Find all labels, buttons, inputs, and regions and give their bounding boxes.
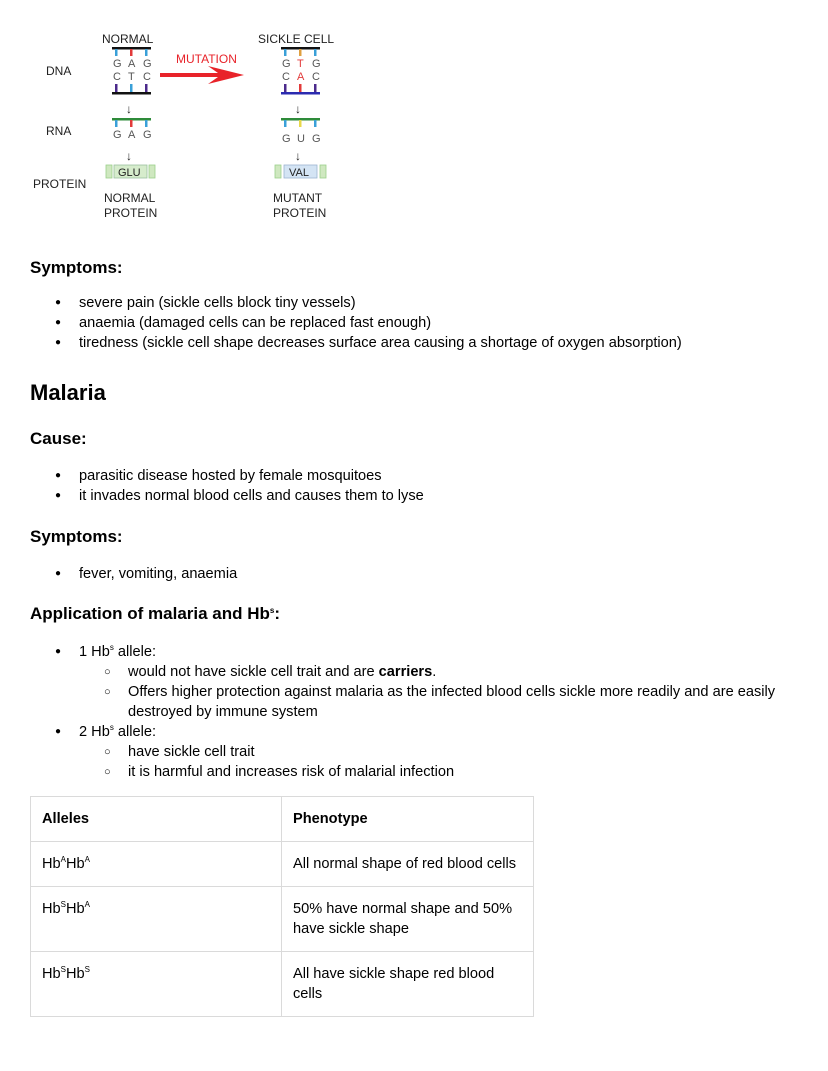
normal-rna-base-2: A (128, 129, 137, 141)
sickle-symptoms-list (0, 293, 682, 353)
sub-list-item: ○ Offers higher protection against malaria as the infected blood cells sickle more readily and are easily destroyed by immune system (0, 682, 808, 722)
symptoms-heading: Symptoms: (30, 258, 123, 277)
normal-dna-top-strand (112, 47, 151, 56)
normal-dna-bottom-base-3: C (143, 71, 152, 83)
sickle-dna-top-base-3: G (312, 58, 322, 70)
sickle-amino-acid: VAL (289, 167, 309, 179)
sickle-cell-mutation-diagram (0, 0, 380, 230)
normal-caption-line-2: PROTEIN (104, 206, 158, 220)
allele-cell: $Hb^SHb^S$ (31, 952, 282, 1017)
list-item-2-allele: ● 2 Hb$^s$ allele: ○ have sickle cell trait ○ it is harmful and increases risk of malarial infection (0, 722, 808, 782)
cause-heading: Cause: (30, 429, 87, 448)
header-alleles: Alleles (31, 797, 282, 842)
list-item: ● anaemia (damaged cells can be replaced fast enough) (0, 313, 682, 333)
allele-cell: $Hb^AHb^A$ (31, 842, 282, 887)
malaria-symptoms-list (0, 564, 237, 584)
list-item: ● fever, vomiting, anaemia (0, 564, 237, 584)
row-label-rna: RNA (46, 124, 72, 138)
sickle-title: SICKLE CELL (258, 32, 335, 46)
sickle-dna-bottom-base-1: C (282, 71, 291, 83)
header-phenotype: Phenotype (282, 797, 534, 842)
normal-dna-top-base-1: G (113, 58, 123, 70)
arrow-right-icon (160, 66, 244, 84)
sickle-dna-top-strand (281, 47, 320, 56)
down-arrow-icon: ↓ (295, 102, 301, 116)
application-list (0, 642, 808, 782)
sickle-rna-base-2: U (297, 133, 306, 145)
alleles-phenotype-table (30, 796, 534, 1017)
cause-list (0, 466, 424, 506)
malaria-symptoms-heading: Symptoms: (30, 527, 123, 546)
normal-rna-base-1: G (113, 129, 123, 141)
sickle-caption-line-1: MUTANT (273, 191, 323, 205)
sub-list-item: ○ would not have sickle cell trait and are carriers. (0, 662, 808, 682)
allele-cell: $Hb^SHb^A$ (31, 887, 282, 952)
normal-column (102, 32, 157, 220)
normal-dna-top-base-3: G (143, 58, 153, 70)
mutation-label: MUTATION (176, 52, 237, 66)
sub-list (79, 662, 808, 722)
sickle-dna-top-base-2: T (297, 58, 305, 70)
phenotype-cell: All have sickle shape red blood cells (282, 952, 534, 1017)
sickle-dna-bottom-base-2: A (297, 71, 306, 83)
sub-list (79, 742, 808, 782)
down-arrow-icon: ↓ (295, 149, 301, 163)
normal-amino-acid: GLU (118, 167, 141, 179)
sickle-rna-base-3: G (312, 133, 322, 145)
sickle-rna-base-1: G (282, 133, 292, 145)
sickle-rna-strand (281, 118, 320, 127)
down-arrow-icon: ↓ (126, 102, 132, 116)
phenotype-cell: 50% have normal shape and 50% have sickle shape (282, 887, 534, 952)
list-item-1-allele: ● 1 Hb$^s$ allele: ○ would not have sickle cell trait and are carriers. ○ Offers higher protection against malaria as the infected blood cells sickle more readily and are easily destroyed by immune system (0, 642, 808, 722)
normal-caption-line-1: NORMAL (104, 191, 156, 205)
down-arrow-icon: ↓ (126, 149, 132, 163)
normal-dna-top-base-2: A (128, 58, 137, 70)
sickle-dna-bottom-strand (281, 84, 320, 95)
list-item: ● severe pain (sickle cells block tiny vessels) (0, 293, 682, 313)
row-label-protein: PROTEIN (33, 177, 87, 191)
application-heading: Application of malaria and Hb$^s$: (30, 604, 281, 623)
table-row (31, 887, 534, 952)
sickle-dna-top-base-1: G (282, 58, 292, 70)
normal-rna-strand (112, 118, 151, 127)
table-row (31, 952, 534, 1017)
list-item: ● parasitic disease hosted by female mosquitoes (0, 466, 424, 486)
normal-dna-bottom-base-1: C (113, 71, 122, 83)
malaria-heading: Malaria (30, 380, 106, 405)
normal-title: NORMAL (102, 32, 154, 46)
row-label-dna: DNA (46, 64, 72, 78)
sub-list-item: ○ have sickle cell trait (0, 742, 808, 762)
mutation-arrow (160, 52, 244, 84)
sub-list-item: ○ it is harmful and increases risk of malarial infection (0, 762, 808, 782)
sickle-dna-bottom-base-3: C (312, 71, 321, 83)
list-item: ● it invades normal blood cells and causes them to lyse (0, 486, 424, 506)
normal-dna-bottom-strand (112, 84, 151, 95)
sickle-column (258, 32, 334, 220)
table-row (31, 842, 534, 887)
normal-rna-base-3: G (143, 129, 153, 141)
list-item: ● tiredness (sickle cell shape decreases surface area causing a shortage of oxygen absorption) (0, 333, 682, 353)
sickle-caption-line-2: PROTEIN (273, 206, 327, 220)
phenotype-cell: All normal shape of red blood cells (282, 842, 534, 887)
normal-dna-bottom-base-2: T (128, 71, 136, 83)
table-header-row (31, 797, 534, 842)
